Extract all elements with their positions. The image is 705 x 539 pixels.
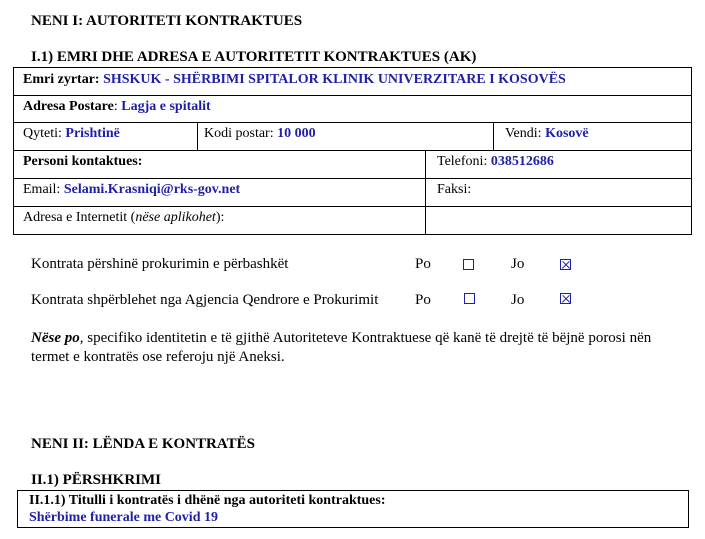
fax-label: Faksi:	[437, 182, 472, 197]
contract-title-value: Shërbime funerale me Covid 19	[29, 510, 218, 525]
joint-procurement-yes-checkbox[interactable]	[463, 259, 474, 270]
central-agency-yes-checkbox[interactable]	[464, 293, 475, 304]
table-divider	[13, 206, 692, 207]
central-agency-yes-label: Po	[415, 292, 431, 308]
if-yes-note	[31, 329, 681, 367]
postal-code-label: Kodi postar:	[204, 126, 274, 141]
table-divider	[13, 122, 692, 123]
table-divider	[493, 122, 494, 150]
official-name-row	[23, 72, 566, 88]
postal-address-row: Adresa Postare: Lagja e spitalit	[23, 99, 211, 114]
postal-code-value: 10 000	[277, 126, 316, 141]
city-value: Prishtinë	[65, 126, 120, 141]
phone-value: 038512686	[490, 154, 554, 169]
email-value: Selami.Krasniqi@rks-gov.net	[63, 182, 241, 197]
if-yes-note-body: , specifiko identitetin e të gjithë Autoriteteve Kontraktuese që kanë të drejtë të bëjnë porosi nën termet e kontratës ose referoju një Aneksi.	[31, 330, 652, 365]
phone-cell	[437, 154, 554, 170]
question-central-agency: Kontrata shpërblehet nga Agjencia Qendrore e Prokurimit	[31, 292, 379, 308]
section2-title: NENI II: LËNDA E KONTRATËS	[31, 436, 255, 452]
section1-subtitle: I.1) EMRI DHE ADRESA E AUTORITETIT KONTRAKTUES (AK)	[31, 49, 477, 65]
postal-address-label: Adresa Postare	[23, 99, 114, 114]
email-cell	[23, 182, 240, 198]
section2-subtitle: II.1) PËRSHKRIMI	[31, 472, 162, 488]
section1-title: NENI I: AUTORITETI KONTRAKTUES	[31, 13, 303, 29]
table-divider	[13, 150, 692, 151]
city-cell	[23, 126, 120, 142]
contact-person-label: Personi kontaktues:	[23, 154, 143, 169]
phone-label: Telefoni:	[437, 154, 488, 169]
question-joint-procurement: Kontrata përshinë prokurimin e përbashkët	[31, 256, 289, 272]
postal-address-value: Lagja e spitalit	[121, 99, 211, 114]
table-divider	[13, 95, 692, 96]
contract-title-label: II.1.1) Titulli i kontratës i dhënë nga autoriteti kontraktues:	[29, 493, 386, 508]
if-yes-note-lead: Nëse po	[31, 330, 80, 346]
central-agency-no-label: Jo	[511, 292, 525, 308]
country-cell	[505, 126, 589, 142]
joint-procurement-no-label: Jo	[511, 256, 525, 272]
joint-procurement-no-checkbox[interactable]	[560, 259, 571, 270]
country-value: Kosovë	[545, 126, 589, 141]
joint-procurement-yes-label: Po	[415, 256, 431, 272]
internet-address-label: Adresa e Internetit (nëse aplikohet):	[23, 210, 225, 225]
city-label: Qyteti:	[23, 126, 62, 141]
table-divider	[13, 178, 692, 179]
internet-address-hint: nëse aplikohet	[135, 210, 216, 225]
central-agency-no-checkbox[interactable]	[560, 293, 571, 304]
table-divider	[425, 150, 426, 235]
table-divider	[197, 122, 198, 150]
official-name-label: Emri zyrtar:	[23, 72, 100, 87]
official-name-value: SHSKUK - SHËRBIMI SPITALOR KLINIK UNIVERZITARE I KOSOVËS	[103, 72, 566, 87]
country-label: Vendi:	[505, 126, 542, 141]
postal-code-cell	[204, 126, 316, 142]
email-label: Email:	[23, 182, 61, 197]
